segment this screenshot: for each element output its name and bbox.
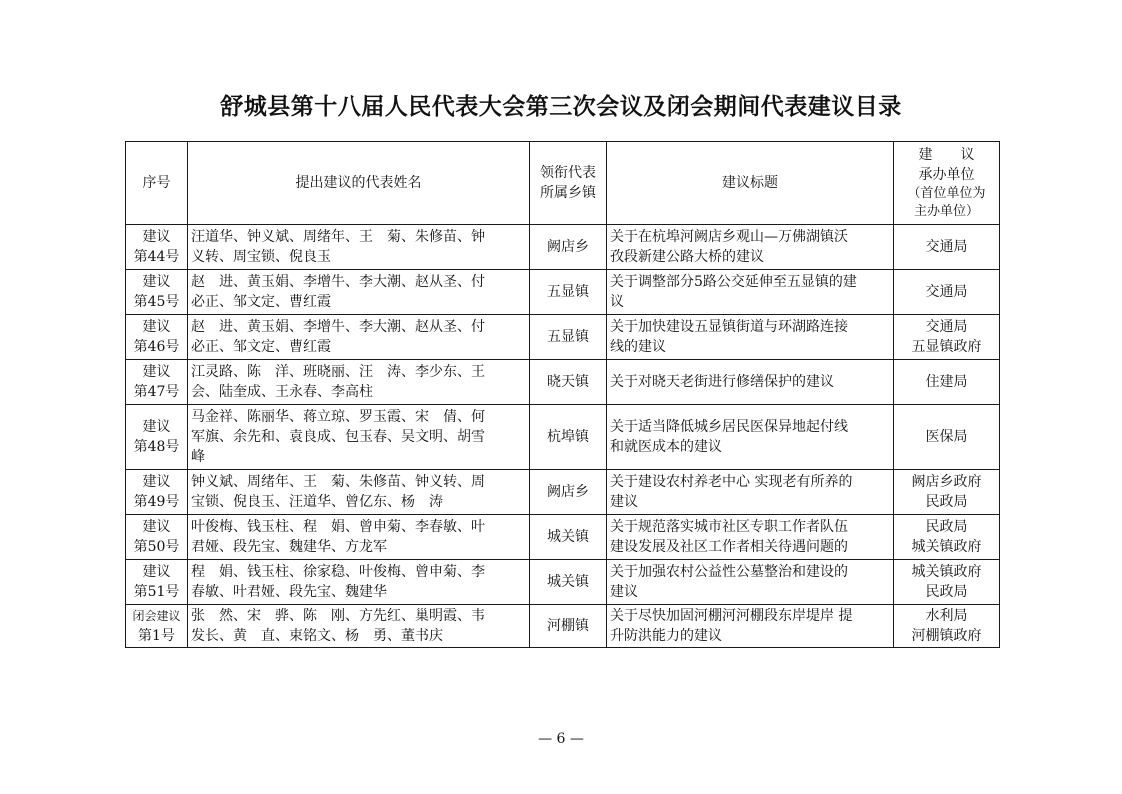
table-row (126, 470, 1000, 515)
cell-seq: 建议 第46号 (126, 315, 188, 360)
cell-subject: 关于调整部分5路公交延伸至五显镇的建 议 (607, 270, 894, 315)
cell-unit: 交通局 (894, 270, 1000, 315)
cell-names: 张 然、宋 骅、陈 刚、方先红、巢明霞、韦 发长、黄 直、束铭文、杨 勇、董书庆 (188, 605, 530, 648)
cell-seq: 建议 第48号 (126, 405, 188, 470)
cell-subject: 关于加强农村公益性公墓整治和建设的 建议 (607, 560, 894, 605)
cell-town: 阙店乡 (530, 225, 607, 270)
cell-subject: 关于适当降低城乡居民医保异地起付线 和就医成本的建议 (607, 405, 894, 470)
header-subject: 建议标题 (607, 142, 894, 225)
cell-town: 阙店乡 (530, 470, 607, 515)
table-row (126, 270, 1000, 315)
cell-unit: 交通局 (894, 225, 1000, 270)
cell-unit: 阙店乡政府 民政局 (894, 470, 1000, 515)
page-title: 舒城县第十八届人民代表大会第三次会议及闭会期间代表建议目录 (220, 93, 902, 120)
cell-town: 晓天镇 (530, 360, 607, 405)
cell-town: 城关镇 (530, 515, 607, 560)
table-row (126, 315, 1000, 360)
cell-unit: 交通局 五显镇政府 (894, 315, 1000, 360)
cell-subject: 关于规范落实城市社区专职工作者队伍 建设发展及社区工作者相关待遇问题的 (607, 515, 894, 560)
cell-town: 河棚镇 (530, 605, 607, 648)
cell-seq: 闭会建议 第1号 (126, 605, 188, 648)
cell-subject: 关于建设农村养老中心 实现老有所养的 建议 (607, 470, 894, 515)
table-row (126, 560, 1000, 605)
cell-seq: 建议 第44号 (126, 225, 188, 270)
cell-subject: 关于对晓天老街进行修缮保护的建议 (607, 360, 894, 405)
cell-names: 赵 进、黄玉娟、李增牛、李大潮、赵从圣、付 必正、邹文定、曹红霞 (188, 315, 530, 360)
cell-unit: 水利局 河棚镇政府 (894, 605, 1000, 648)
table-row (126, 605, 1000, 648)
cell-names: 马金祥、陈丽华、蒋立琼、罗玉霞、宋 倩、何 军旗、余先和、袁良成、包玉春、吴文明、胡雪 峰 (188, 405, 530, 470)
cell-names: 赵 进、黄玉娟、李增牛、李大潮、赵从圣、付 必正、邹文定、曹红霞 (188, 270, 530, 315)
cell-seq: 建议 第50号 (126, 515, 188, 560)
header-town: 领衔代表 所属乡镇 (530, 142, 607, 225)
cell-unit: 住建局 (894, 360, 1000, 405)
cell-subject: 关于在杭埠河阙店乡观山—万佛湖镇沃 孜段新建公路大桥的建议 (607, 225, 894, 270)
cell-seq: 建议 第51号 (126, 560, 188, 605)
table-row (126, 515, 1000, 560)
cell-town: 城关镇 (530, 560, 607, 605)
header-names: 提出建议的代表姓名 (188, 142, 530, 225)
cell-subject: 关于尽快加固河棚河河棚段东岸堤岸 提 升防洪能力的建议 (607, 605, 894, 648)
table-row (126, 225, 1000, 270)
cell-names: 江灵路、陈 洋、班晓丽、汪 涛、李少东、王 会、陆奎成、王永春、李高柱 (188, 360, 530, 405)
cell-seq: 建议 第47号 (126, 360, 188, 405)
header-seq: 序号 (126, 142, 188, 225)
table-body (126, 225, 1000, 648)
cell-seq: 建议 第49号 (126, 470, 188, 515)
cell-unit: 民政局 城关镇政府 (894, 515, 1000, 560)
table-header-row (126, 142, 1000, 225)
cell-town: 杭埠镇 (530, 405, 607, 470)
cell-names: 汪道华、钟义斌、周绪年、王 菊、朱修苗、钟 义转、周宝锁、倪良玉 (188, 225, 530, 270)
cell-unit: 城关镇政府 民政局 (894, 560, 1000, 605)
cell-names: 钟义斌、周绪年、王 菊、朱修苗、钟义转、周 宝锁、倪良玉、汪道华、曾亿东、杨 涛 (188, 470, 530, 515)
table-row (126, 360, 1000, 405)
cell-unit: 医保局 (894, 405, 1000, 470)
cell-town: 五显镇 (530, 270, 607, 315)
table-row (126, 405, 1000, 470)
header-unit: 建 议 承办单位 （首位单位为 主办单位） (894, 142, 1000, 225)
cell-town: 五显镇 (530, 315, 607, 360)
cell-subject: 关于加快建设五显镇街道与环湖路连接 线的建议 (607, 315, 894, 360)
cell-seq: 建议 第45号 (126, 270, 188, 315)
cell-names: 叶俊梅、钱玉柱、程 娟、曾申菊、李春敏、叶 君娅、段先宝、魏建华、方龙军 (188, 515, 530, 560)
proposal-table (125, 141, 1000, 648)
page-number: — 6 — (538, 731, 584, 747)
cell-names: 程 娟、钱玉柱、徐家稳、叶俊梅、曾申菊、李 春敏、叶君娅、段先宝、魏建华 (188, 560, 530, 605)
